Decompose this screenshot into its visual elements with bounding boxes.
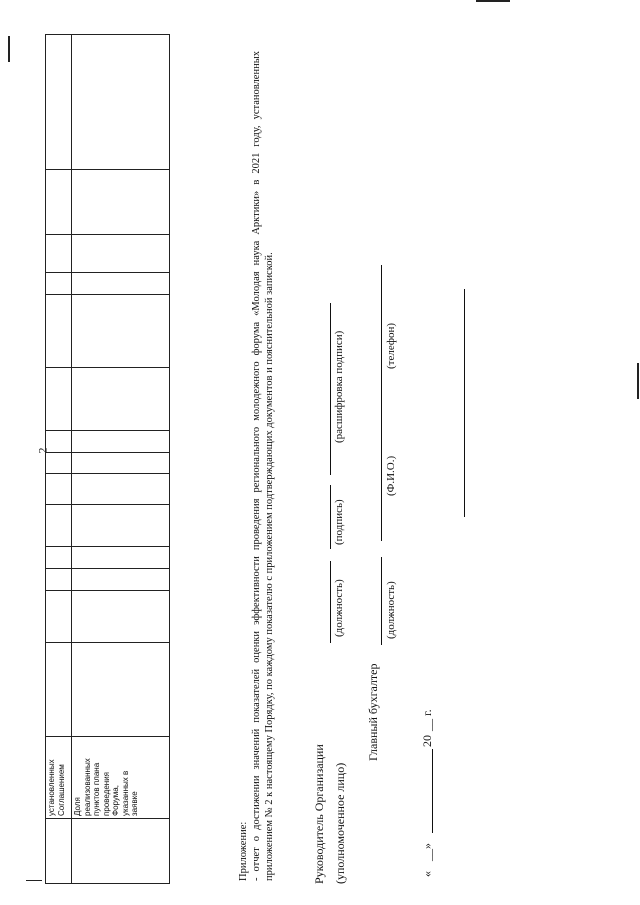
head-title-line2: (уполномоченное лицо) [333, 762, 347, 884]
signature-line [330, 485, 331, 549]
table-cell [72, 170, 170, 235]
table-cell [72, 368, 170, 431]
table-cell [46, 547, 72, 569]
table-cell [72, 35, 170, 170]
table-row [72, 35, 170, 884]
date-open-quote: « [420, 871, 434, 877]
table-cell [46, 368, 72, 431]
position-line [330, 561, 331, 643]
table-cell [46, 453, 72, 474]
table-cell [72, 643, 170, 737]
table-cell [72, 273, 170, 295]
head-title-line1: Руководитель Организации [312, 744, 326, 884]
date-month-line [432, 749, 433, 833]
table-cell [46, 295, 72, 368]
table-cell [46, 819, 72, 884]
table-row [46, 35, 72, 884]
table-cell [72, 591, 170, 643]
table-cell [46, 569, 72, 591]
table-cell [72, 235, 170, 273]
date-day-blank: __» [420, 843, 434, 861]
table-cell [46, 273, 72, 295]
table-cell [72, 505, 170, 547]
extra-line [464, 289, 465, 517]
table-row-label: установленных Соглашением [46, 737, 72, 819]
table-cell [46, 474, 72, 505]
table-cell [72, 547, 170, 569]
table-cell [46, 235, 72, 273]
accountant-title: Главный бухгалтер [366, 663, 380, 761]
position-line-2 [381, 557, 382, 645]
decoding-hint: (расшифровка подписи) [333, 330, 345, 443]
table-cell [72, 819, 170, 884]
position-hint: (должность) [333, 579, 345, 637]
table-cell [46, 431, 72, 453]
table-cell [46, 591, 72, 643]
indicator-table [45, 34, 170, 884]
phone-line [381, 265, 382, 385]
table-cell [72, 453, 170, 474]
position-hint-2: (должность) [385, 581, 397, 639]
table-cell [46, 35, 72, 170]
date-year-suffix: __ г. [420, 709, 434, 731]
signature-hint: (подпись) [333, 499, 345, 545]
appendix-heading: Приложение: [238, 821, 249, 881]
table-cell [72, 431, 170, 453]
fio-hint: (Ф.И.О.) [385, 455, 397, 496]
table-cell [72, 295, 170, 368]
table-cell [72, 569, 170, 591]
table-cell [46, 643, 72, 737]
fio-line [381, 383, 382, 541]
table-cell [46, 170, 72, 235]
table-row-label: Доля реализованных пунктов плана проведения Форума, указанных в заявке [72, 737, 170, 819]
table-cell [72, 474, 170, 505]
page-number: 2 [35, 447, 50, 454]
appendix-block [237, 51, 276, 881]
phone-hint: (телефон) [385, 322, 397, 369]
table-cell [46, 505, 72, 547]
date-year: 20 [420, 735, 434, 747]
decoding-line [330, 303, 331, 475]
appendix-text: - отчет о достижении значений показателей оценки эффективности проведения регионального молодежного форума «Молодая наука Арктики» в 2021 году, установленных приложением № 2 к настоящему Порядку, по каждому показателю с приложением подтверждающих документов и пояснительной запиской. [251, 51, 275, 881]
